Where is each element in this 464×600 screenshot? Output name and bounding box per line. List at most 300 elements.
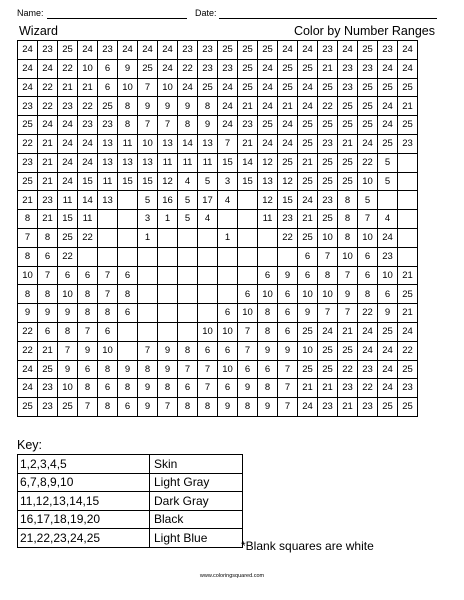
grid-cell: 25 (338, 341, 358, 360)
grid-cell: 22 (278, 228, 298, 247)
grid-cell: 24 (258, 97, 278, 116)
grid-cell: 8 (358, 285, 378, 304)
grid-cell: 6 (98, 78, 118, 97)
grid-cell: 24 (358, 134, 378, 153)
grid-cell: 21 (318, 59, 338, 78)
grid-cell: 8 (238, 398, 258, 417)
grid-cell: 6 (98, 322, 118, 341)
grid-cell: 23 (358, 398, 378, 417)
grid-cell: 7 (178, 360, 198, 379)
grid-cell: 10 (98, 341, 118, 360)
grid-cell: 25 (298, 322, 318, 341)
grid-cell: 25 (378, 322, 398, 341)
number-grid (17, 40, 418, 417)
grid-cell: 23 (398, 379, 418, 398)
grid-row (18, 266, 418, 285)
grid-cell (138, 247, 158, 266)
grid-cell (198, 247, 218, 266)
grid-cell: 5 (198, 172, 218, 191)
grid-cell: 8 (78, 285, 98, 304)
grid-cell: 25 (378, 398, 398, 417)
grid-cell: 5 (358, 191, 378, 210)
grid-cell (398, 172, 418, 191)
grid-cell: 10 (338, 247, 358, 266)
key-color: Dark Gray (150, 492, 243, 511)
grid-cell: 22 (18, 341, 38, 360)
grid-cell: 7 (318, 304, 338, 323)
grid-cell: 21 (58, 78, 78, 97)
grid-cell: 8 (178, 398, 198, 417)
grid-cell: 13 (98, 134, 118, 153)
grid-cell: 24 (338, 41, 358, 60)
grid-cell: 9 (18, 304, 38, 323)
grid-cell: 14 (238, 153, 258, 172)
grid-cell: 9 (278, 266, 298, 285)
grid-cell: 23 (38, 398, 58, 417)
grid-cell: 25 (238, 59, 258, 78)
grid-cell: 8 (78, 379, 98, 398)
grid-cell: 6 (238, 285, 258, 304)
grid-cell: 7 (78, 322, 98, 341)
key-range: 16,17,18,19,20 (18, 510, 150, 529)
grid-cell: 23 (18, 97, 38, 116)
grid-cell: 23 (218, 59, 238, 78)
grid-cell: 8 (78, 304, 98, 323)
grid-cell: 23 (98, 41, 118, 60)
grid-cell (238, 191, 258, 210)
name-label: Name: (17, 8, 44, 18)
grid-cell: 24 (18, 41, 38, 60)
grid-cell: 24 (298, 97, 318, 116)
grid-cell: 21 (38, 153, 58, 172)
grid-cell: 7 (158, 398, 178, 417)
grid-cell: 22 (18, 322, 38, 341)
grid-cell: 8 (118, 379, 138, 398)
grid-cell (118, 322, 138, 341)
grid-cell: 6 (218, 341, 238, 360)
grid-cell (278, 247, 298, 266)
grid-cell: 3 (218, 172, 238, 191)
grid-cell: 8 (58, 322, 78, 341)
grid-cell: 24 (18, 78, 38, 97)
grid-cell: 24 (358, 341, 378, 360)
grid-cell: 6 (98, 59, 118, 78)
grid-cell: 13 (118, 153, 138, 172)
grid-cell: 24 (258, 78, 278, 97)
grid-cell: 22 (358, 379, 378, 398)
grid-cell: 24 (118, 41, 138, 60)
grid-cell: 22 (318, 97, 338, 116)
grid-cell: 21 (38, 134, 58, 153)
grid-cell: 7 (138, 116, 158, 135)
grid-cell: 8 (118, 97, 138, 116)
key-range: 1,2,3,4,5 (18, 455, 150, 474)
key-row (18, 473, 243, 492)
grid-cell (198, 304, 218, 323)
grid-cell: 22 (398, 341, 418, 360)
grid-cell: 25 (398, 360, 418, 379)
grid-cell: 25 (18, 116, 38, 135)
grid-cell: 24 (358, 322, 378, 341)
grid-cell: 7 (138, 341, 158, 360)
grid-cell: 10 (58, 285, 78, 304)
grid-cell: 24 (138, 41, 158, 60)
grid-cell: 9 (158, 341, 178, 360)
grid-cell (258, 247, 278, 266)
grid-row (18, 78, 418, 97)
grid-cell: 24 (158, 41, 178, 60)
grid-cell: 8 (338, 228, 358, 247)
grid-cell: 9 (138, 379, 158, 398)
grid-cell: 5 (138, 191, 158, 210)
grid-cell: 24 (18, 59, 38, 78)
grid-cell: 6 (258, 266, 278, 285)
grid-cell: 10 (118, 78, 138, 97)
grid-cell: 8 (178, 341, 198, 360)
grid-cell (398, 191, 418, 210)
grid-cell: 6 (278, 285, 298, 304)
grid-cell: 10 (218, 322, 238, 341)
grid-cell: 10 (138, 134, 158, 153)
grid-cell: 23 (278, 210, 298, 229)
grid-cell: 23 (98, 116, 118, 135)
grid-cell: 25 (258, 41, 278, 60)
grid-cell: 5 (178, 210, 198, 229)
grid-cell: 7 (18, 228, 38, 247)
grid-cell (178, 285, 198, 304)
grid-cell: 12 (258, 191, 278, 210)
grid-cell: 9 (258, 341, 278, 360)
grid-cell: 21 (38, 341, 58, 360)
grid-cell: 9 (158, 97, 178, 116)
grid-cell: 5 (378, 153, 398, 172)
grid-cell: 6 (278, 304, 298, 323)
grid-cell (238, 266, 258, 285)
grid-cell: 6 (118, 398, 138, 417)
grid-cell: 23 (58, 97, 78, 116)
grid-cell: 25 (378, 78, 398, 97)
grid-cell: 8 (198, 97, 218, 116)
grid-cell (138, 266, 158, 285)
grid-cell: 8 (338, 210, 358, 229)
grid-cell: 8 (258, 322, 278, 341)
key-color: Skin (150, 455, 243, 474)
key-row (18, 529, 243, 548)
grid-cell (238, 247, 258, 266)
grid-cell: 23 (338, 59, 358, 78)
key-row (18, 455, 243, 474)
grid-cell: 9 (238, 379, 258, 398)
grid-cell: 25 (298, 134, 318, 153)
grid-cell: 10 (258, 285, 278, 304)
grid-cell: 25 (398, 398, 418, 417)
grid-cell (238, 210, 258, 229)
grid-cell: 21 (298, 379, 318, 398)
grid-cell: 15 (238, 172, 258, 191)
grid-cell: 9 (38, 304, 58, 323)
grid-cell: 25 (278, 153, 298, 172)
grid-cell: 25 (98, 97, 118, 116)
grid-cell: 8 (178, 116, 198, 135)
grid-cell: 7 (158, 116, 178, 135)
grid-row (18, 379, 418, 398)
grid-cell: 24 (258, 134, 278, 153)
grid-cell: 9 (258, 398, 278, 417)
grid-cell (218, 266, 238, 285)
grid-cell: 8 (138, 360, 158, 379)
name-line (47, 18, 187, 19)
grid-cell: 23 (358, 59, 378, 78)
grid-cell: 8 (318, 266, 338, 285)
grid-cell: 15 (58, 210, 78, 229)
grid-cell: 7 (278, 379, 298, 398)
grid-cell: 6 (258, 360, 278, 379)
grid-cell: 24 (398, 322, 418, 341)
grid-cell: 10 (358, 172, 378, 191)
grid-row (18, 59, 418, 78)
grid-cell: 24 (18, 379, 38, 398)
grid-cell: 6 (58, 266, 78, 285)
grid-cell: 24 (278, 41, 298, 60)
grid-cell (118, 341, 138, 360)
key-range: 21,22,23,24,25 (18, 529, 150, 548)
grid-cell: 21 (298, 210, 318, 229)
grid-cell: 10 (378, 266, 398, 285)
grid-cell (178, 322, 198, 341)
grid-cell: 21 (398, 266, 418, 285)
grid-cell: 15 (218, 153, 238, 172)
grid-cell: 5 (178, 191, 198, 210)
grid-cell: 8 (158, 379, 178, 398)
grid-cell: 23 (38, 41, 58, 60)
grid-cell: 23 (318, 134, 338, 153)
grid-cell: 8 (198, 398, 218, 417)
grid-cell: 23 (318, 191, 338, 210)
grid-cell: 21 (338, 134, 358, 153)
grid-cell: 25 (318, 210, 338, 229)
grid-cell (218, 210, 238, 229)
grid-cell: 10 (318, 285, 338, 304)
grid-cell (158, 247, 178, 266)
footer-url: www.coloringsquared.com (199, 573, 265, 579)
grid-cell: 4 (178, 172, 198, 191)
grid-cell: 24 (178, 78, 198, 97)
grid-cell (258, 228, 278, 247)
grid-cell: 9 (198, 116, 218, 135)
grid-cell: 25 (58, 398, 78, 417)
grid-cell: 22 (38, 78, 58, 97)
grid-cell: 24 (378, 360, 398, 379)
grid-cell: 24 (58, 116, 78, 135)
date-label: Date: (195, 8, 217, 18)
grid-cell: 24 (298, 78, 318, 97)
grid-cell (98, 247, 118, 266)
grid-cell (178, 247, 198, 266)
grid-cell: 7 (98, 285, 118, 304)
grid-cell: 11 (158, 153, 178, 172)
grid-cell: 22 (338, 360, 358, 379)
grid-row (18, 191, 418, 210)
grid-cell: 24 (158, 59, 178, 78)
grid-cell: 9 (58, 304, 78, 323)
grid-cell: 25 (198, 78, 218, 97)
grid-cell: 24 (78, 134, 98, 153)
grid-cell: 7 (278, 360, 298, 379)
grid-cell: 24 (278, 116, 298, 135)
grid-cell: 23 (318, 398, 338, 417)
grid-cell: 23 (338, 78, 358, 97)
grid-cell: 7 (138, 78, 158, 97)
grid-cell: 17 (198, 191, 218, 210)
grid-cell: 24 (58, 153, 78, 172)
grid-cell: 24 (398, 41, 418, 60)
grid-cell: 6 (218, 304, 238, 323)
grid-cell: 12 (258, 153, 278, 172)
grid-cell: 8 (118, 285, 138, 304)
grid-cell (398, 247, 418, 266)
grid-cell (158, 304, 178, 323)
grid-cell: 6 (78, 266, 98, 285)
grid-cell: 25 (238, 41, 258, 60)
grid-cell: 23 (338, 379, 358, 398)
grid-row (18, 228, 418, 247)
grid-cell: 12 (278, 172, 298, 191)
worksheet-subtitle: Color by Number Ranges (293, 24, 435, 38)
grid-cell: 10 (78, 59, 98, 78)
name-date-header (17, 8, 437, 22)
blank-squares-note: *Blank squares are white (241, 539, 374, 553)
grid-cell: 13 (98, 153, 118, 172)
grid-cell: 8 (18, 285, 38, 304)
grid-cell: 15 (118, 172, 138, 191)
grid-cell: 6 (178, 379, 198, 398)
grid-cell: 9 (78, 341, 98, 360)
grid-cell: 11 (78, 210, 98, 229)
grid-cell: 25 (358, 97, 378, 116)
grid-cell: 25 (298, 228, 318, 247)
grid-cell: 15 (78, 172, 98, 191)
grid-cell: 7 (278, 398, 298, 417)
grid-cell (138, 285, 158, 304)
grid-cell: 11 (258, 210, 278, 229)
grid-cell: 9 (298, 304, 318, 323)
grid-cell: 22 (178, 59, 198, 78)
grid-cell: 6 (118, 266, 138, 285)
grid-cell: 13 (98, 191, 118, 210)
grid-cell: 8 (118, 116, 138, 135)
grid-cell: 23 (378, 247, 398, 266)
grid-cell (78, 247, 98, 266)
grid-cell: 9 (138, 398, 158, 417)
grid-cell: 24 (258, 59, 278, 78)
grid-cell: 25 (398, 116, 418, 135)
grid-cell: 8 (38, 285, 58, 304)
grid-cell: 9 (338, 285, 358, 304)
grid-cell: 7 (218, 134, 238, 153)
grid-row (18, 172, 418, 191)
grid-cell: 21 (278, 97, 298, 116)
grid-cell (98, 228, 118, 247)
grid-cell: 24 (38, 59, 58, 78)
grid-cell (198, 285, 218, 304)
grid-cell: 8 (258, 304, 278, 323)
grid-cell: 21 (238, 134, 258, 153)
grid-cell: 9 (158, 360, 178, 379)
grid-cell: 23 (78, 116, 98, 135)
grid-cell: 6 (38, 322, 58, 341)
grid-cell: 23 (198, 59, 218, 78)
grid-cell: 24 (58, 172, 78, 191)
grid-cell: 24 (378, 379, 398, 398)
grid-cell: 10 (298, 285, 318, 304)
grid-row (18, 41, 418, 60)
grid-cell: 24 (378, 116, 398, 135)
grid-cell: 25 (138, 59, 158, 78)
grid-cell: 10 (158, 78, 178, 97)
grid-cell: 21 (78, 78, 98, 97)
grid-cell: 5 (378, 172, 398, 191)
grid-cell: 24 (378, 59, 398, 78)
grid-cell: 9 (58, 360, 78, 379)
grid-cell: 1 (158, 210, 178, 229)
grid-cell: 13 (198, 134, 218, 153)
grid-cell: 24 (298, 191, 318, 210)
grid-cell: 25 (338, 153, 358, 172)
grid-cell (158, 285, 178, 304)
grid-cell (218, 285, 238, 304)
grid-cell: 25 (358, 41, 378, 60)
grid-cell: 6 (238, 360, 258, 379)
grid-row (18, 304, 418, 323)
key-range: 6,7,8,9,10 (18, 473, 150, 492)
grid-cell: 22 (358, 304, 378, 323)
grid-cell: 6 (378, 285, 398, 304)
grid-cell: 9 (278, 341, 298, 360)
grid-cell: 11 (178, 153, 198, 172)
grid-cell: 16 (158, 191, 178, 210)
grid-cell: 25 (18, 172, 38, 191)
grid-cell: 13 (258, 172, 278, 191)
grid-cell: 23 (238, 116, 258, 135)
grid-cell (118, 191, 138, 210)
grid-cell: 24 (218, 116, 238, 135)
grid-cell: 24 (78, 153, 98, 172)
grid-cell: 23 (398, 134, 418, 153)
grid-cell: 7 (38, 266, 58, 285)
grid-cell: 25 (338, 116, 358, 135)
grid-cell: 25 (38, 360, 58, 379)
grid-cell: 7 (78, 398, 98, 417)
grid-cell: 7 (98, 266, 118, 285)
grid-cell: 8 (38, 228, 58, 247)
grid-cell: 25 (298, 116, 318, 135)
grid-cell: 14 (178, 134, 198, 153)
grid-cell: 8 (258, 379, 278, 398)
grid-cell: 25 (338, 172, 358, 191)
key-row (18, 510, 243, 529)
grid-cell: 21 (38, 210, 58, 229)
grid-cell: 10 (18, 266, 38, 285)
grid-cell: 7 (338, 266, 358, 285)
key-color: Light Gray (150, 473, 243, 492)
grid-cell: 6 (358, 247, 378, 266)
grid-cell: 21 (38, 172, 58, 191)
grid-cell: 25 (258, 116, 278, 135)
grid-cell: 21 (318, 379, 338, 398)
grid-cell: 22 (58, 59, 78, 78)
grid-cell (98, 210, 118, 229)
grid-cell: 24 (218, 97, 238, 116)
